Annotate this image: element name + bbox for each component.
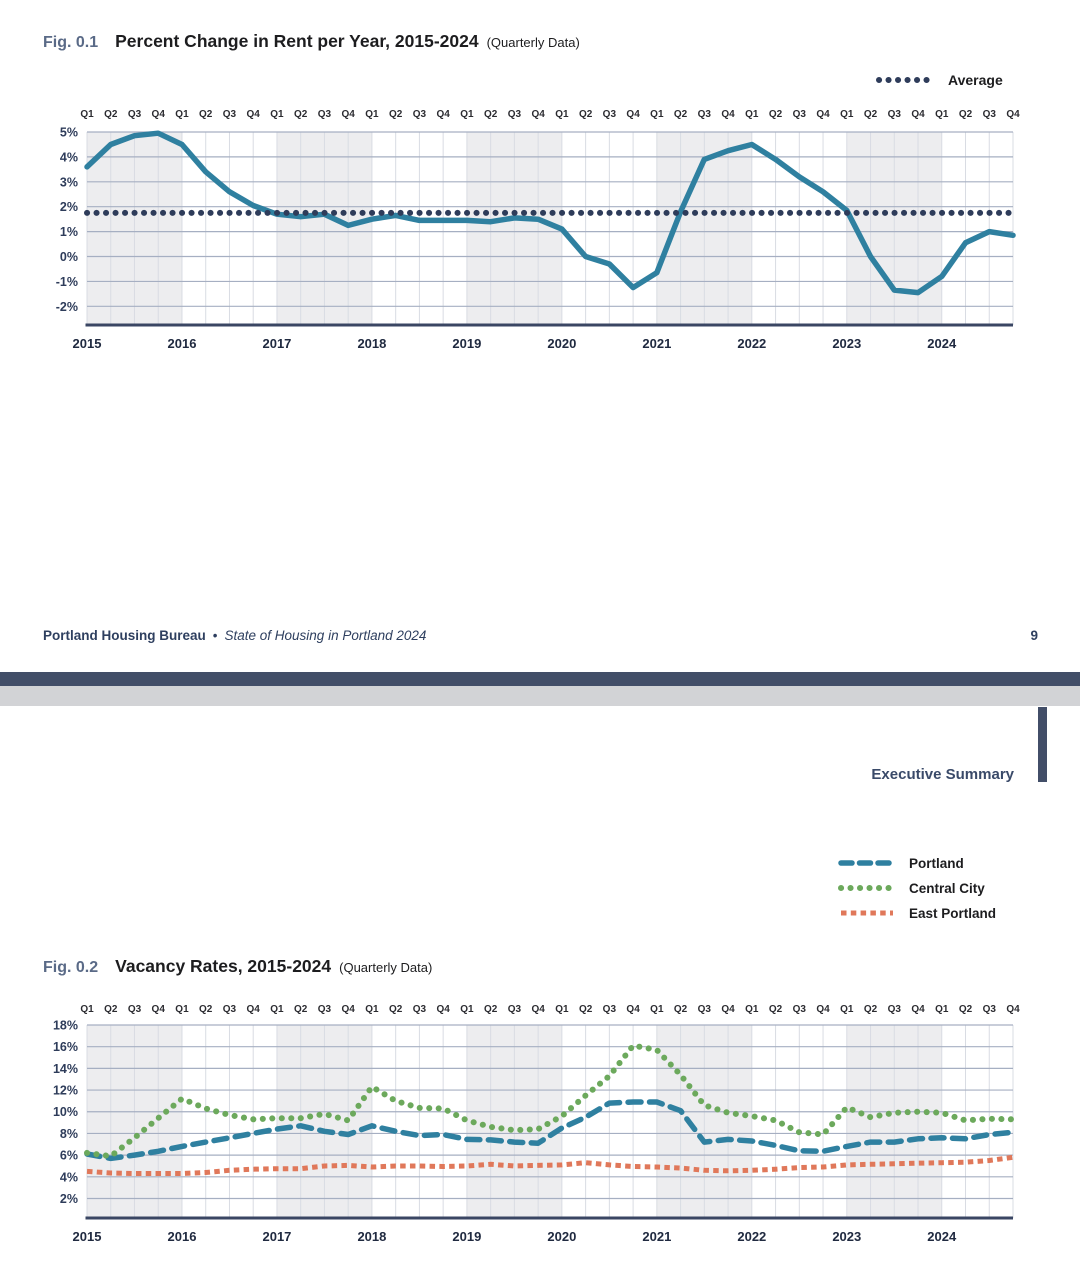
section-title: Executive Summary bbox=[871, 766, 1014, 783]
svg-text:3%: 3% bbox=[59, 175, 78, 190]
legend-item-portland bbox=[838, 855, 996, 871]
fig1-label: Fig. 0.1 bbox=[43, 34, 99, 51]
svg-text:Q1: Q1 bbox=[80, 1004, 94, 1015]
svg-text:Q2: Q2 bbox=[388, 109, 403, 120]
svg-text:Q1: Q1 bbox=[555, 109, 569, 120]
svg-text:Q4: Q4 bbox=[151, 1004, 165, 1015]
svg-text:Q4: Q4 bbox=[911, 1004, 925, 1015]
svg-text:2017: 2017 bbox=[262, 1229, 292, 1244]
svg-text:Q3: Q3 bbox=[412, 109, 427, 120]
rent-change-chart bbox=[0, 100, 1080, 360]
svg-text:Q3: Q3 bbox=[127, 109, 142, 120]
legend-label-east-portland: East Portland bbox=[909, 905, 997, 921]
separator-bar-dark bbox=[0, 672, 1080, 686]
svg-text:Q3: Q3 bbox=[222, 1004, 237, 1015]
svg-text:Q3: Q3 bbox=[507, 1004, 522, 1015]
svg-text:Q3: Q3 bbox=[602, 109, 617, 120]
svg-text:Q2: Q2 bbox=[483, 1004, 498, 1015]
svg-text:2015: 2015 bbox=[72, 336, 102, 351]
svg-text:2024: 2024 bbox=[927, 336, 957, 351]
svg-text:Q1: Q1 bbox=[175, 109, 189, 120]
fig2-title: Vacancy Rates, 2015-2024 bbox=[115, 956, 332, 976]
svg-text:Q1: Q1 bbox=[270, 109, 284, 120]
svg-text:2022: 2022 bbox=[737, 1229, 767, 1244]
svg-text:Q1: Q1 bbox=[745, 1004, 759, 1015]
svg-text:Q4: Q4 bbox=[246, 109, 260, 120]
svg-text:2017: 2017 bbox=[262, 336, 292, 351]
fig2-header bbox=[43, 956, 432, 977]
svg-text:Q4: Q4 bbox=[626, 109, 640, 120]
svg-text:Q4: Q4 bbox=[721, 1004, 735, 1015]
svg-text:Q1: Q1 bbox=[175, 1004, 189, 1015]
portland-dashed-line-sample bbox=[838, 857, 896, 869]
svg-text:Q1: Q1 bbox=[935, 1004, 949, 1015]
svg-text:Q3: Q3 bbox=[697, 1004, 712, 1015]
vacancy-legend bbox=[838, 855, 996, 921]
svg-text:4%: 4% bbox=[59, 150, 78, 165]
svg-text:Q4: Q4 bbox=[151, 109, 165, 120]
svg-text:2016: 2016 bbox=[167, 1229, 197, 1244]
svg-text:Q4: Q4 bbox=[436, 109, 450, 120]
footer-separator-dot: • bbox=[212, 628, 218, 643]
svg-text:Q1: Q1 bbox=[460, 109, 474, 120]
svg-text:Q3: Q3 bbox=[697, 109, 712, 120]
svg-text:Q4: Q4 bbox=[531, 109, 545, 120]
svg-text:Q1: Q1 bbox=[80, 109, 94, 120]
svg-text:Q2: Q2 bbox=[104, 1004, 118, 1015]
svg-text:Q3: Q3 bbox=[792, 109, 806, 120]
fig1-header bbox=[43, 31, 580, 52]
svg-text:2020: 2020 bbox=[547, 1229, 577, 1244]
svg-text:Q2: Q2 bbox=[294, 1004, 308, 1015]
svg-text:Q1: Q1 bbox=[460, 1004, 474, 1015]
svg-text:Q2: Q2 bbox=[578, 109, 593, 120]
svg-text:14%: 14% bbox=[52, 1061, 78, 1076]
svg-text:Q1: Q1 bbox=[840, 1004, 854, 1015]
svg-text:10%: 10% bbox=[52, 1105, 78, 1120]
svg-text:Q1: Q1 bbox=[365, 109, 379, 120]
svg-text:16%: 16% bbox=[52, 1040, 78, 1055]
average-legend-label: Average bbox=[948, 72, 1003, 88]
svg-text:Q2: Q2 bbox=[768, 109, 783, 120]
svg-text:Q2: Q2 bbox=[483, 109, 498, 120]
svg-text:Q4: Q4 bbox=[341, 109, 355, 120]
svg-text:Q3: Q3 bbox=[982, 109, 996, 120]
svg-text:Q3: Q3 bbox=[317, 1004, 332, 1015]
svg-text:Q4: Q4 bbox=[436, 1004, 450, 1015]
svg-text:Q1: Q1 bbox=[935, 109, 949, 120]
svg-text:Q2: Q2 bbox=[578, 1004, 593, 1015]
fig1-subtitle: (Quarterly Data) bbox=[486, 35, 580, 50]
svg-text:Q4: Q4 bbox=[816, 1004, 830, 1015]
legend-label-portland: Portland bbox=[909, 855, 964, 871]
svg-text:2%: 2% bbox=[59, 1191, 78, 1206]
svg-text:Q3: Q3 bbox=[507, 109, 522, 120]
svg-text:Q3: Q3 bbox=[887, 1004, 901, 1015]
svg-text:Q4: Q4 bbox=[246, 1004, 260, 1015]
page-footer bbox=[43, 628, 1038, 643]
svg-text:Q2: Q2 bbox=[863, 109, 878, 120]
svg-text:Q3: Q3 bbox=[602, 1004, 617, 1015]
svg-text:Q1: Q1 bbox=[270, 1004, 284, 1015]
footer-doc-title: State of Housing in Portland 2024 bbox=[224, 628, 427, 643]
svg-text:2019: 2019 bbox=[452, 336, 482, 351]
legend-label-central-city: Central City bbox=[909, 880, 985, 896]
average-dotted-line-sample bbox=[876, 74, 938, 86]
svg-text:5%: 5% bbox=[59, 125, 78, 140]
svg-text:2022: 2022 bbox=[737, 336, 767, 351]
svg-text:Q3: Q3 bbox=[222, 109, 237, 120]
footer-page-number: 9 bbox=[1030, 628, 1038, 643]
svg-text:2021: 2021 bbox=[642, 336, 672, 351]
fig1-title: Percent Change in Rent per Year, 2015-2024 bbox=[115, 31, 479, 51]
svg-text:Q2: Q2 bbox=[294, 109, 308, 120]
vacancy-rates-chart bbox=[0, 995, 1080, 1250]
svg-text:Q2: Q2 bbox=[958, 1004, 973, 1015]
svg-text:2018: 2018 bbox=[357, 336, 387, 351]
svg-text:Q3: Q3 bbox=[982, 1004, 996, 1015]
svg-text:Q4: Q4 bbox=[816, 109, 830, 120]
svg-text:Q4: Q4 bbox=[531, 1004, 545, 1015]
svg-text:1%: 1% bbox=[59, 225, 78, 240]
svg-text:Q3: Q3 bbox=[412, 1004, 427, 1015]
svg-text:Q1: Q1 bbox=[650, 1004, 664, 1015]
svg-text:Q3: Q3 bbox=[317, 109, 332, 120]
svg-text:Q2: Q2 bbox=[673, 1004, 688, 1015]
fig2-subtitle: (Quarterly Data) bbox=[339, 960, 433, 975]
svg-text:Q2: Q2 bbox=[199, 109, 213, 120]
separator-bar-gray bbox=[0, 686, 1080, 706]
svg-text:Q4: Q4 bbox=[341, 1004, 355, 1015]
svg-text:2015: 2015 bbox=[72, 1229, 102, 1244]
svg-text:Q3: Q3 bbox=[127, 1004, 142, 1015]
svg-text:Q4: Q4 bbox=[1006, 109, 1020, 120]
east-portland-square-dash-line-sample bbox=[838, 907, 896, 919]
svg-text:Q1: Q1 bbox=[365, 1004, 379, 1015]
average-legend bbox=[876, 72, 1003, 88]
svg-text:2016: 2016 bbox=[167, 336, 197, 351]
fig2-label: Fig. 0.2 bbox=[43, 959, 99, 976]
svg-text:0%: 0% bbox=[59, 250, 78, 265]
svg-text:Q3: Q3 bbox=[792, 1004, 806, 1015]
svg-text:2021: 2021 bbox=[642, 1229, 672, 1244]
svg-text:Q4: Q4 bbox=[1006, 1004, 1020, 1015]
svg-text:2023: 2023 bbox=[832, 336, 862, 351]
svg-text:Q3: Q3 bbox=[887, 109, 901, 120]
section-accent-bar bbox=[1038, 707, 1047, 782]
svg-text:2023: 2023 bbox=[832, 1229, 862, 1244]
svg-text:Q1: Q1 bbox=[650, 109, 664, 120]
svg-text:2019: 2019 bbox=[452, 1229, 482, 1244]
legend-item-central-city bbox=[838, 880, 996, 896]
svg-text:Q2: Q2 bbox=[673, 109, 688, 120]
svg-text:Q2: Q2 bbox=[958, 109, 973, 120]
svg-text:4%: 4% bbox=[59, 1170, 78, 1185]
svg-text:Q1: Q1 bbox=[745, 109, 759, 120]
svg-text:2020: 2020 bbox=[547, 336, 577, 351]
svg-text:Q4: Q4 bbox=[721, 109, 735, 120]
svg-text:-1%: -1% bbox=[55, 274, 78, 289]
svg-text:8%: 8% bbox=[59, 1126, 78, 1141]
svg-text:2018: 2018 bbox=[357, 1229, 387, 1244]
svg-text:6%: 6% bbox=[59, 1148, 78, 1163]
svg-text:Q1: Q1 bbox=[840, 109, 854, 120]
svg-text:-2%: -2% bbox=[55, 299, 78, 314]
svg-text:Q2: Q2 bbox=[768, 1004, 783, 1015]
central-city-dotted-line-sample bbox=[838, 882, 896, 894]
svg-text:Q2: Q2 bbox=[863, 1004, 878, 1015]
svg-text:2%: 2% bbox=[59, 200, 78, 215]
svg-text:Q2: Q2 bbox=[199, 1004, 213, 1015]
legend-item-east-portland bbox=[838, 905, 996, 921]
footer-org: Portland Housing Bureau bbox=[43, 628, 206, 643]
svg-text:Q4: Q4 bbox=[911, 109, 925, 120]
svg-text:Q2: Q2 bbox=[104, 109, 118, 120]
svg-text:Q1: Q1 bbox=[555, 1004, 569, 1015]
svg-text:18%: 18% bbox=[52, 1018, 78, 1033]
svg-text:Q2: Q2 bbox=[388, 1004, 403, 1015]
svg-text:Q4: Q4 bbox=[626, 1004, 640, 1015]
footer-left bbox=[43, 628, 1030, 643]
svg-text:2024: 2024 bbox=[927, 1229, 957, 1244]
svg-text:12%: 12% bbox=[52, 1083, 78, 1098]
